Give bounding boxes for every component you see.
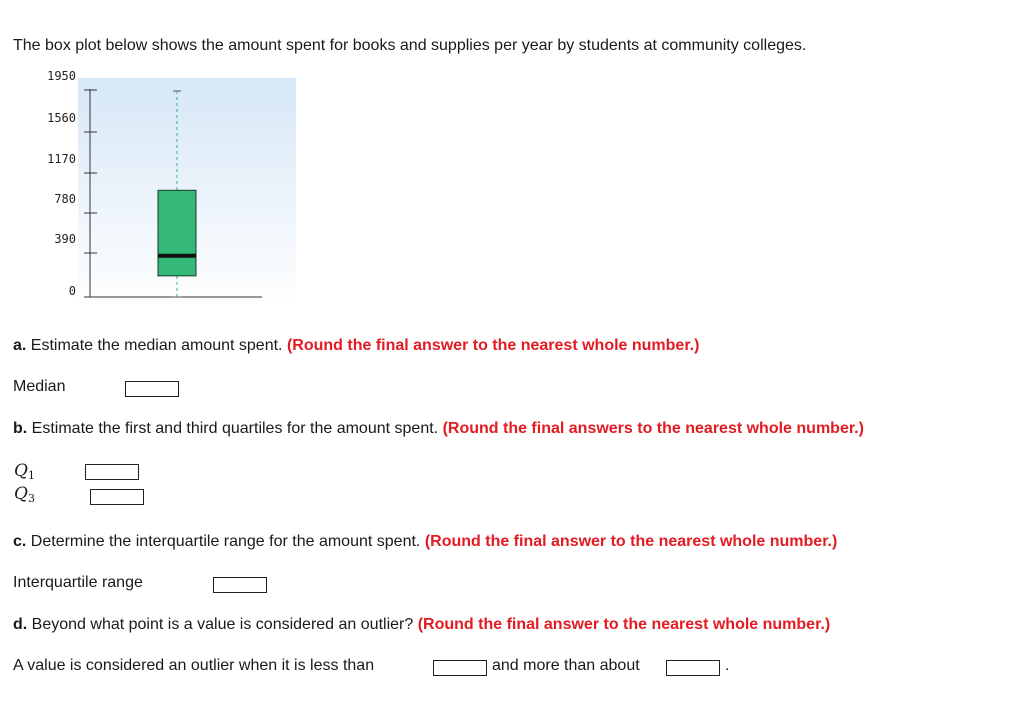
box-plot-chart	[0, 70, 310, 310]
iqr-label: Interquartile range	[13, 574, 143, 591]
q3-subscript: 3	[27, 492, 35, 505]
part-d-question	[13, 615, 830, 635]
median-input[interactable]	[125, 381, 179, 397]
outlier-sentence-end: .	[725, 657, 730, 674]
part-a-prefix: a.	[13, 337, 27, 354]
q1-subscript: 1	[27, 469, 35, 482]
part-c-instruction: (Round the final answer to the nearest whole number.)	[424, 533, 838, 550]
y-tick-label: 390	[54, 232, 76, 246]
outlier-sentence-mid: and more than about	[492, 657, 640, 674]
part-a-text: Estimate the median amount spent.	[30, 337, 283, 354]
y-tick-label: 1560	[47, 111, 76, 125]
iqr-input[interactable]	[213, 577, 267, 593]
part-a-instruction: (Round the final answer to the nearest whole number.)	[286, 337, 700, 354]
iqr-box	[158, 190, 196, 276]
outlier-sentence-start: A value is considered an outlier when it is less than	[13, 657, 375, 674]
box-plot-svg	[0, 70, 310, 310]
part-d-instruction: (Round the final answer to the nearest whole number.)	[417, 616, 831, 633]
y-tick-label: 0	[68, 284, 76, 298]
q3-letter: Q	[14, 484, 28, 504]
q1-letter: Q	[14, 461, 28, 481]
part-b-text: Estimate the first and third quartiles for the amount spent.	[31, 420, 439, 437]
outlier-lower-input[interactable]	[433, 660, 487, 676]
q3-label	[14, 484, 35, 509]
y-tick-label: 780	[54, 192, 76, 206]
q3-input[interactable]	[90, 489, 144, 505]
part-b-question	[13, 419, 864, 439]
part-b-prefix: b.	[13, 420, 28, 437]
q1-label	[14, 461, 35, 486]
part-a-question	[13, 336, 699, 356]
part-c-text: Determine the interquartile range for the amount spent.	[30, 533, 421, 550]
part-c-question	[13, 532, 837, 552]
q1-input[interactable]	[85, 464, 139, 480]
y-tick-label: 1170	[47, 152, 76, 166]
median-label: Median	[13, 378, 66, 395]
intro-text: The box plot below shows the amount spent for books and supplies per year by students at community colleges.	[13, 37, 807, 54]
part-d-text: Beyond what point is a value is considered an outlier?	[31, 616, 414, 633]
part-d-prefix: d.	[13, 616, 28, 633]
part-c-prefix: c.	[13, 533, 27, 550]
part-b-instruction: (Round the final answers to the nearest whole number.)	[442, 420, 864, 437]
y-tick-label: 1950	[47, 70, 76, 83]
outlier-upper-input[interactable]	[666, 660, 720, 676]
